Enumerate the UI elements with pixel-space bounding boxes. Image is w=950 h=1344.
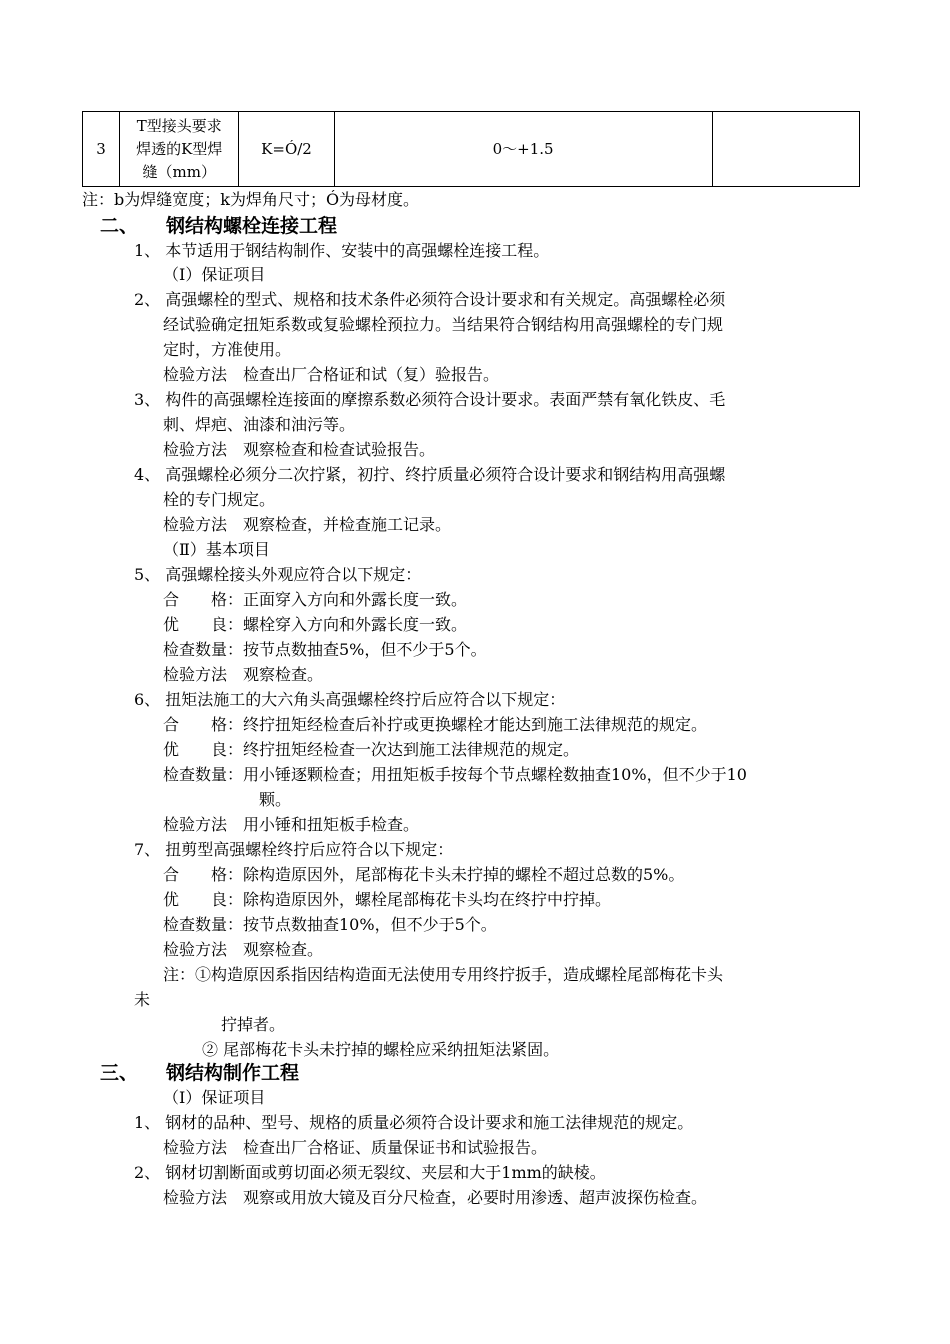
item-line: T型接头要求 bbox=[136, 116, 222, 135]
paragraph: 5、 高强螺栓接头外观应符合以下规定： bbox=[134, 565, 422, 584]
inspection-method: 检验方法 检查出厂合格证和试（复）验报告。 bbox=[163, 365, 500, 384]
section-heading bbox=[100, 214, 337, 238]
paragraph: 3、 构件的高强螺栓连接面的摩擦系数必须符合设计要求。表面严禁有氧化铁皮、毛 bbox=[134, 390, 726, 409]
subheading: （Ⅰ）保证项目 bbox=[163, 265, 266, 284]
subheading: （Ⅰ）保证项目 bbox=[163, 1088, 266, 1107]
paragraph: 经试验确定扭矩系数或复验螺栓预拉力。当结果符合钢结构用高强螺栓的专门规 bbox=[163, 315, 724, 334]
requirement-value: K=Ó/2 bbox=[261, 139, 312, 158]
inspection-quantity: 检查数量：按节点数抽查5%，但不少于5个。 bbox=[163, 640, 487, 659]
grade-pass: 合 格：正面穿入方向和外露长度一致。 bbox=[163, 590, 468, 609]
grade-pass: 合 格：除构造原因外，尾部梅花卡头未拧掉的螺栓不超过总数的5%。 bbox=[163, 865, 685, 884]
note: 注：①构造原因系指因结构造面无法使用专用终拧扳手，造成螺栓尾部梅花卡头 bbox=[163, 965, 724, 984]
grade-good: 优 良：螺栓穿入方向和外露长度一致。 bbox=[163, 615, 468, 634]
grade-pass: 合 格：终拧扭矩经检查后补拧或更换螺栓才能达到施工法律规范的规定。 bbox=[163, 715, 708, 734]
section-heading bbox=[100, 1061, 299, 1085]
section-title: 钢结构螺栓连接工程 bbox=[166, 215, 338, 237]
paragraph: 刺、焊疤、油漆和油污等。 bbox=[163, 415, 356, 434]
item-line: 焊透的K型焊 bbox=[136, 139, 223, 158]
grade-good: 优 良：终拧扭矩经检查一次达到施工法律规范的规定。 bbox=[163, 740, 580, 759]
item-cell bbox=[120, 112, 239, 187]
requirement-cell bbox=[239, 112, 334, 187]
table-note: 注：b为焊缝宽度；k为焊角尺寸；Ó为母材度。 bbox=[82, 190, 420, 209]
paragraph: 1、 本节适用于钢结构制作、安装中的高强螺栓连接工程。 bbox=[134, 241, 550, 260]
section-title: 钢结构制作工程 bbox=[166, 1062, 300, 1084]
paragraph: 4、 高强螺栓必须分二次拧紧，初拧、终拧质量必须符合设计要求和钢结构用高强螺 bbox=[134, 465, 726, 484]
paragraph: 7、 扭剪型高强螺栓终拧后应符合以下规定： bbox=[134, 840, 454, 859]
paragraph: 栓的专门规定。 bbox=[163, 490, 276, 509]
inspection-method: 检验方法 观察检查，并检查施工记录。 bbox=[163, 515, 452, 534]
paragraph: 2、 钢材切割断面或剪切面必须无裂纹、夹层和大于1mm的缺棱。 bbox=[134, 1163, 606, 1182]
inspection-quantity: 检查数量：用小锤逐颗检查；用扭矩板手按每个节点螺栓数抽查10%，但不少于10 bbox=[163, 765, 747, 784]
paragraph: 定时，方准使用。 bbox=[163, 340, 292, 359]
note: 拧掉者。 bbox=[221, 1015, 286, 1034]
note: 未 bbox=[134, 990, 151, 1009]
row-index: 3 bbox=[96, 139, 106, 158]
tolerance-value: 0～+1.5 bbox=[492, 139, 554, 158]
subheading: （Ⅱ）基本项目 bbox=[163, 540, 270, 559]
inspection-quantity: 颗。 bbox=[259, 790, 292, 809]
inspection-method: 检验方法 观察检查。 bbox=[163, 665, 324, 684]
tolerance-cell bbox=[334, 112, 712, 187]
tolerance-table bbox=[82, 111, 860, 187]
inspection-method: 检验方法 检查出厂合格证、质量保证书和试验报告。 bbox=[163, 1138, 548, 1157]
item-line: 缝（mm） bbox=[142, 162, 216, 181]
section-number: 三、 bbox=[100, 1062, 139, 1084]
inspection-method: 检验方法 用小锤和扭矩板手检查。 bbox=[163, 815, 420, 834]
inspection-method: 检验方法 观察检查和检查试验报告。 bbox=[163, 440, 436, 459]
blank-cell bbox=[712, 112, 859, 187]
section-number: 二、 bbox=[100, 215, 139, 237]
inspection-method: 检验方法 观察或用放大镜及百分尺检查，必要时用渗透、超声波探伤检查。 bbox=[163, 1188, 708, 1207]
inspection-quantity: 检查数量：按节点数抽查10%，但不少于5个。 bbox=[163, 915, 497, 934]
row-index-cell bbox=[83, 112, 120, 187]
table-row bbox=[83, 112, 860, 187]
paragraph: 1、 钢材的品种、型号、规格的质量必须符合设计要求和施工法律规范的规定。 bbox=[134, 1113, 694, 1132]
note: ② 尾部梅花卡头未拧掉的螺栓应采纳扭矩法紧固。 bbox=[202, 1040, 560, 1059]
grade-good: 优 良：除构造原因外，螺栓尾部梅花卡头均在终拧中拧掉。 bbox=[163, 890, 612, 909]
paragraph: 6、 扭矩法施工的大六角头高强螺栓终拧后应符合以下规定： bbox=[134, 690, 566, 709]
paragraph: 2、 高强螺栓的型式、规格和技术条件必须符合设计要求和有关规定。高强螺栓必须 bbox=[134, 290, 726, 309]
inspection-method: 检验方法 观察检查。 bbox=[163, 940, 324, 959]
